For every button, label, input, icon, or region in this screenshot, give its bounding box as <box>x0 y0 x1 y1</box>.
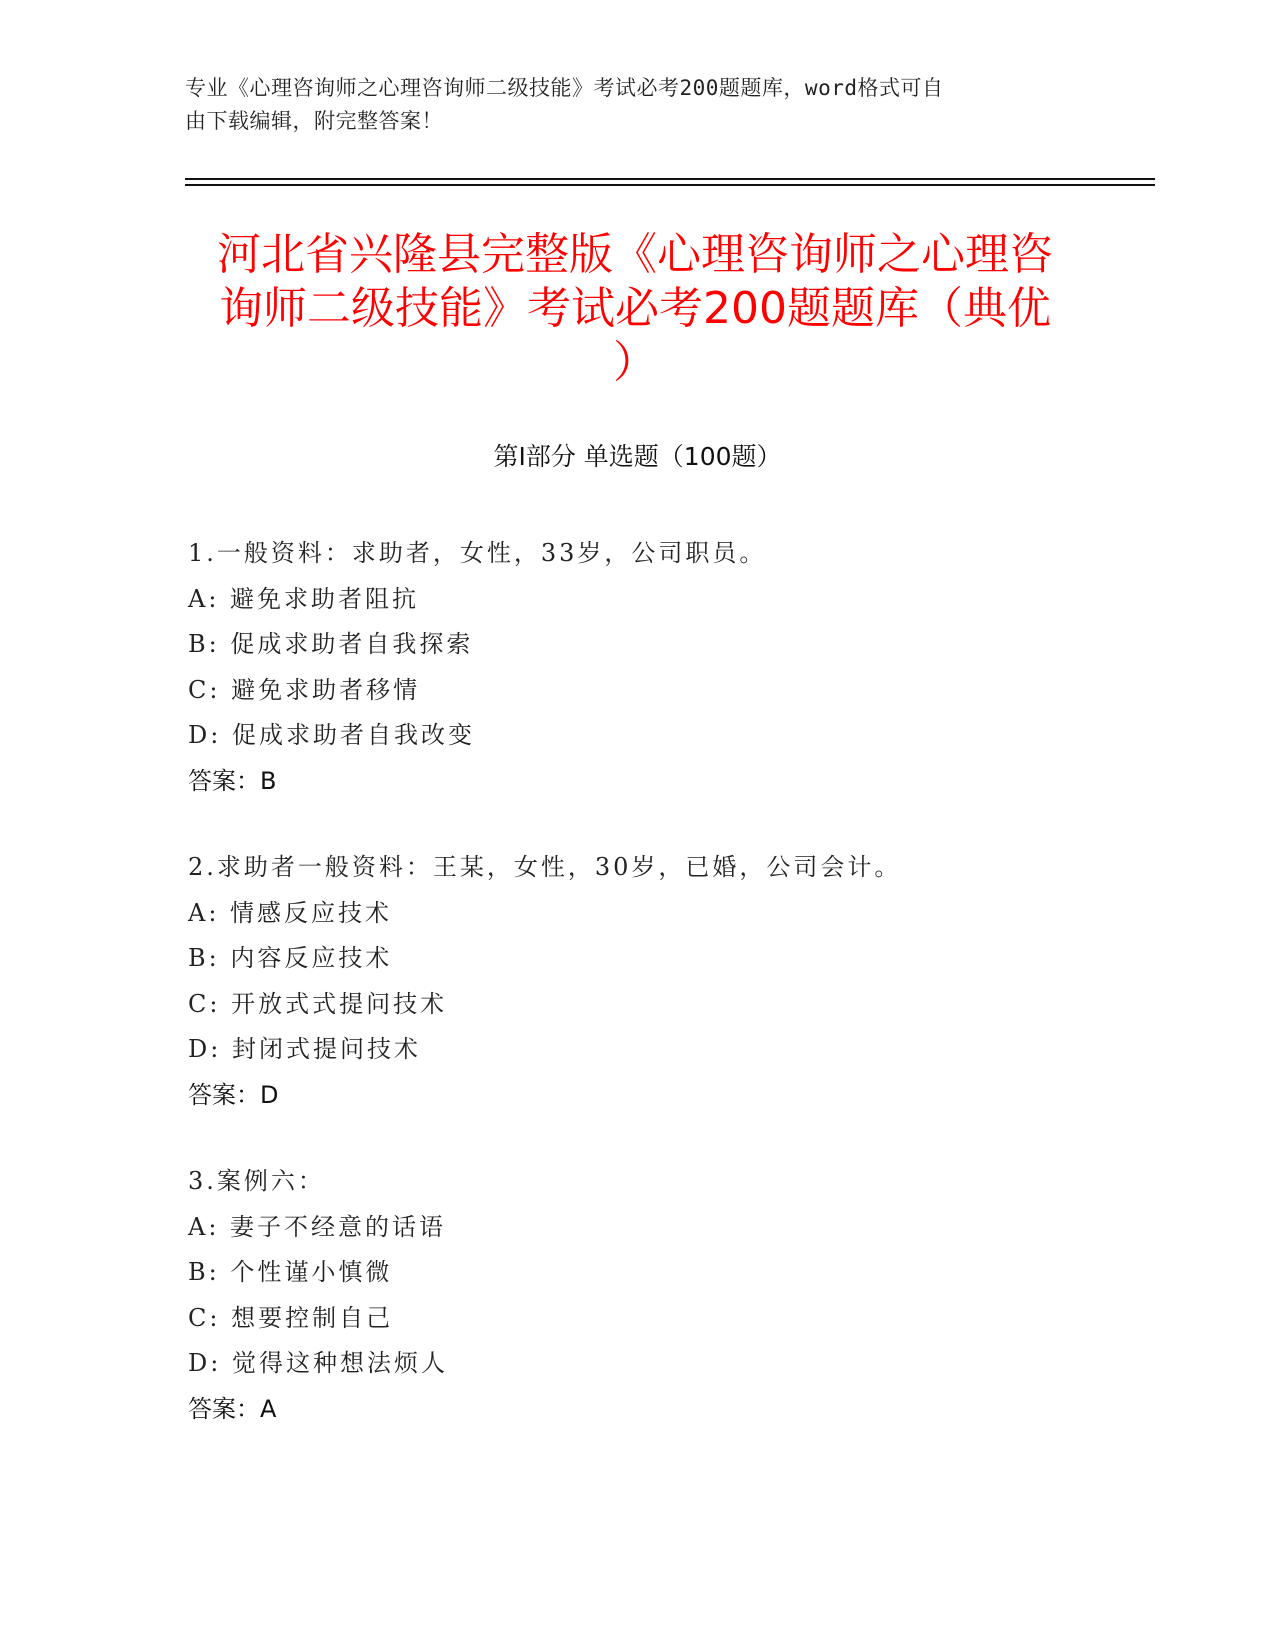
document-title <box>175 228 1095 390</box>
option-b: B: 个性谨小慎微 <box>188 1258 393 1286</box>
question-2 <box>188 845 1188 1118</box>
header-note <box>185 72 1065 138</box>
document-title-line-3: ） <box>613 337 657 388</box>
document-title-line-2: 询师二级技能》考试必考200题题库（典优 <box>219 283 1051 334</box>
question-stem: 2.求助者一般资料：王某，女性，30岁，已婚，公司会计。 <box>188 853 902 881</box>
question-stem: 1.一般资料：求助者，女性，33岁，公司职员。 <box>188 539 767 567</box>
option-c: C: 想要控制自己 <box>188 1303 394 1332</box>
section-heading: 第Ⅰ部分 单选题（100题） <box>493 442 782 471</box>
header-note-line-1: 专业《心理咨询师之心理咨询师二级技能》考试必考200题题库，word格式可自 <box>185 76 944 100</box>
document-title-line-1: 河北省兴隆县完整版《心理咨询师之心理咨 <box>217 229 1053 280</box>
option-d: D: 封闭式提问技术 <box>188 1035 421 1063</box>
option-b: B: 内容反应技术 <box>188 944 393 972</box>
question-list <box>188 531 1188 1473</box>
option-a: A: 妻子不经意的话语 <box>188 1212 447 1241</box>
divider-top <box>185 178 1155 180</box>
option-a: A: 情感反应技术 <box>188 898 393 927</box>
option-a: A: 避免求助者阻抗 <box>188 584 420 613</box>
option-c: C: 开放式式提问技术 <box>188 989 448 1018</box>
question-3 <box>188 1159 1188 1432</box>
option-d: D: 促成求助者自我改变 <box>188 721 475 749</box>
divider-bottom <box>185 184 1155 186</box>
answer: 答案：B <box>188 766 277 795</box>
answer: 答案：D <box>188 1080 279 1109</box>
option-b: B: 促成求助者自我探索 <box>188 630 474 658</box>
question-stem: 3.案例六： <box>188 1167 325 1195</box>
option-c: C: 避免求助者移情 <box>188 675 421 704</box>
header-note-line-2: 由下载编辑，附完整答案！ <box>185 109 443 133</box>
option-d: D: 觉得这种想法烦人 <box>188 1349 448 1377</box>
answer: 答案：A <box>188 1394 277 1423</box>
question-1 <box>188 531 1188 804</box>
